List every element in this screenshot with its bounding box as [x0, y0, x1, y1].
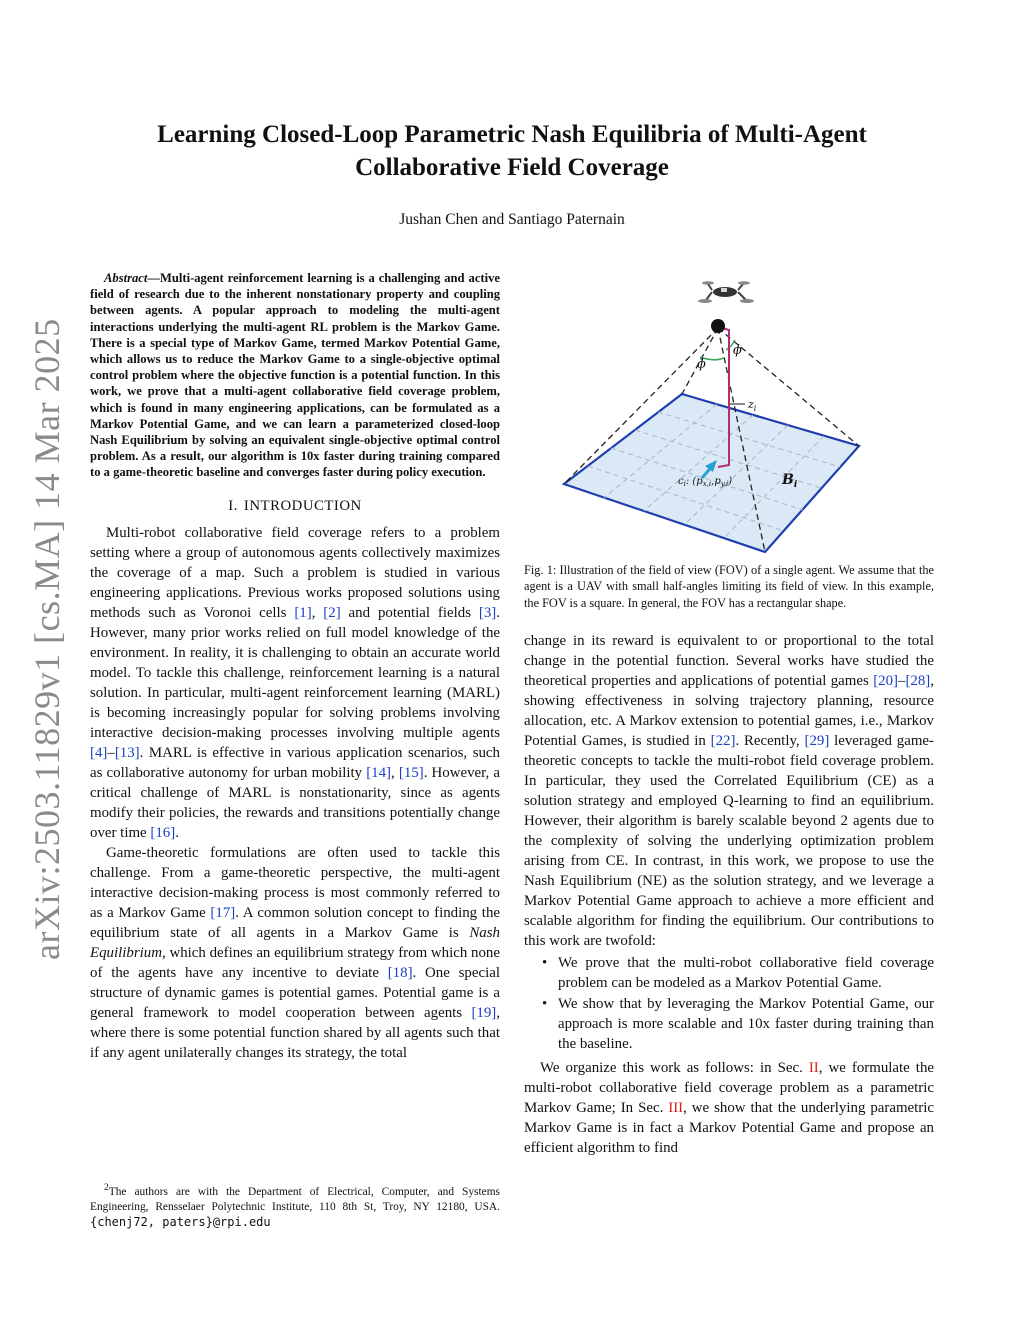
text-run: – [898, 673, 906, 690]
fov-illustration [524, 270, 934, 562]
label-z [747, 398, 757, 413]
citation-link[interactable]: [20] [873, 673, 898, 690]
text-run: , which defines an equilibrium strategy from which none of the agents have any incentive to deviate [90, 944, 500, 981]
abstract-text: Multi-agent reinforcement learning is a challenging and active field of research due to the inherent nonstationary property and coupling between agents. A popular approach to modeling the multi-agent interactions underlying the multi-agent RL problem is the Markov Game. There is a special type of Markov Game, termed Markov Potential Game, which allows us to reduce the Markov Game to a single-objective optimal control problem where the objective function is a potential function. In this work, we prove that a multi-agent collaborative field coverage problem, which is found in many engineering applications, can be formulated as a Markov Potential Game, and we can learn a parameterized closed-loop Nash Equilibrium by solving an equivalent single-objective optimal control problem. As a result, our algorithm is 10x faster during training compared to a game-theoretic baseline and converges faster during policy execution. [90, 271, 500, 480]
abstract [90, 270, 500, 481]
text-run: , [391, 764, 399, 781]
footnote-mark: 2 [104, 1183, 109, 1193]
arxiv-identifier: arXiv:2503.11829v1 [cs.MA] 14 Mar 2025 [27, 318, 67, 960]
text-run: , showing effectiveness in solving trajectory planning, resource allocation, etc. A Markov extension to potential games, i.e., Markov Potential Games, is studied in [524, 673, 934, 750]
text-run: , we formulate the multi-robot collaborative field coverage problem as a parametric Markov Game; In Sec. [524, 1060, 934, 1117]
paper-title [100, 118, 924, 184]
text-run: Game-theoretic formulations are often used to tackle this challenge. From a game-theoretic perspective, the multi-agent interactive decision-making process is most commonly referred to as a Markov Game [90, 844, 500, 921]
footnote-email[interactable]: {chenj72, paters}@rpi.edu [90, 1214, 271, 1229]
section-link[interactable]: II [808, 1060, 819, 1077]
text-run: , [311, 604, 324, 621]
right-paragraph-1 [524, 631, 934, 951]
citation-link[interactable]: [28] [905, 673, 931, 690]
citation-link[interactable]: [13] [114, 744, 140, 761]
title-line-2: Collaborative Field Coverage [355, 154, 669, 181]
label-center: $c_i$: $(p_{x,i},p_{y,i})$ [678, 476, 733, 488]
label-z-symbol: z [748, 398, 754, 411]
label-phi-right: ϕ [733, 343, 742, 358]
section-heading-introduction [90, 498, 500, 515]
text-run: and potential fields [340, 604, 479, 621]
footnote [90, 1181, 500, 1231]
intro-paragraph-2 [90, 843, 500, 1063]
section-number: I. [228, 497, 238, 514]
figure-fov [524, 270, 934, 562]
text-run: We organize this work as follows: in Sec. [540, 1060, 809, 1077]
emphasis-text: Nash Equilibrium [90, 924, 500, 961]
text-run: , we show that the underlying parametric Markov Game is in fact a Markov Potential Game and propose an efficient algorithm to find [524, 1100, 934, 1157]
citation-link[interactable]: [14] [366, 764, 392, 781]
section-link[interactable]: III [668, 1100, 684, 1117]
citation-link[interactable]: [2] [323, 604, 341, 621]
left-column [90, 270, 500, 1063]
abstract-label: Abstract [104, 271, 148, 285]
citation-link[interactable]: [18] [387, 964, 413, 981]
intro-paragraph-1 [90, 523, 500, 843]
abstract-dash: — [147, 271, 160, 285]
text-run: . However, a critical challenge of MARL is nonstationarity, since as agents modify their policies, the rewards and transitions potentially change over time [90, 764, 500, 841]
citation-link[interactable]: [4] [90, 744, 108, 761]
label-z-sub: i [753, 404, 757, 413]
section-title: INTRODUCTION [243, 497, 362, 514]
text-run: Multi-robot collaborative field coverage refers to a problem setting where a group of autonomous agents collectively maximizes the coverage of a map. Such a problem is studied in various engineering applications. Previous works proposed solutions using methods such as Voronoi cells [90, 524, 500, 621]
citation-link[interactable]: [15] [398, 764, 424, 781]
right-column [524, 270, 934, 1158]
citation-link[interactable]: [3] [478, 604, 497, 621]
title-line-1: Learning Closed-Loop Parametric Nash Equilibria of Multi-Agent [157, 121, 867, 148]
agent-position-dot [711, 319, 725, 333]
author-list: Jushan Chen and Santiago Paternain [399, 211, 625, 228]
right-paragraph-2 [524, 1058, 934, 1158]
label-phi-left: ϕ [697, 357, 706, 372]
footnote-text: The authors are with the Department of Electrical, Computer, and Systems Engineering, Rensselaer Polytechnic Institute, 110 8th St, Troy, NY 12180, USA. [90, 1185, 500, 1213]
uav-drone-icon [698, 281, 754, 303]
citation-link[interactable]: [19] [471, 1004, 497, 1021]
list-item: • We show that by leveraging the Markov Potential Game, our approach is more scalable and 10x faster during training than the baseline. [558, 994, 934, 1054]
figure-caption: Fig. 1: Illustration of the field of view (FOV) of a single agent. We assume that the agent is a UAV with small half-angles limiting its field of view. In this example, the FOV is a square. In general, the FOV has a rectangular shape. [524, 563, 934, 610]
label-B: $B_i$ [782, 472, 798, 490]
text-run: . A common solution concept to finding the equilibrium state of all agents in a Markov Game is [90, 904, 500, 941]
text-run: . Recently, [735, 733, 805, 750]
list-item: • We prove that the multi-robot collaborative field coverage problem can be modeled as a Markov Potential Game. [558, 953, 934, 993]
contributions-list [524, 953, 934, 1054]
text-run: . [175, 824, 179, 841]
citation-link[interactable]: [22] [710, 733, 736, 750]
text-run: . One special structure of dynamic games is potential games. Potential game is a general framework to model cooperation between agents [90, 964, 500, 1021]
text-run: change in its reward is equivalent to or proportional to the total change in the potential function. Several works have studied the theoretical properties and applications of potential games [524, 633, 934, 690]
citation-link[interactable]: [1] [294, 604, 312, 621]
text-run: , where there is some potential function shared by all agents such that if any agent unilaterally changes its strategy, the total [90, 1004, 500, 1061]
citation-link[interactable]: [29] [804, 733, 830, 750]
text-run: – [107, 744, 115, 761]
text-run: . MARL is effective in various application scenarios, such as collaborative autonomy for urban mobility [90, 744, 500, 781]
citation-link[interactable]: [16] [150, 824, 176, 841]
text-run: . However, many prior works relied on full model knowledge of the environment. In reality, it is challenging to obtain an accurate world model. To tackle this challenge, reinforcement learning is a natural solution. In particular, multi-agent reinforcement learning (MARL) is becoming increasingly popular for solving problems involving interactive decision-making processes involving multiple agents [90, 604, 501, 741]
text-run: leveraged game-theoretic concepts to tackle the multi-robot field coverage problem. In particular, they used the Correlated Equilibrium (CE) as a solution strategy and employed Q-learning to find an equilibrium. However, their algorithm is barely scalable beyond 2 agents due to the complexity of solving the underlying optimization problem arising from CE. In contrast, in this work, we propose to use the Nash Equilibrium (NE) as the solution strategy, and we leverage a Markov Potential Game approach to achieve a more efficient and scalable algorithm for finding the equilibrium. Our contributions to this work are twofold: [524, 733, 934, 950]
citation-link[interactable]: [17] [210, 904, 236, 921]
